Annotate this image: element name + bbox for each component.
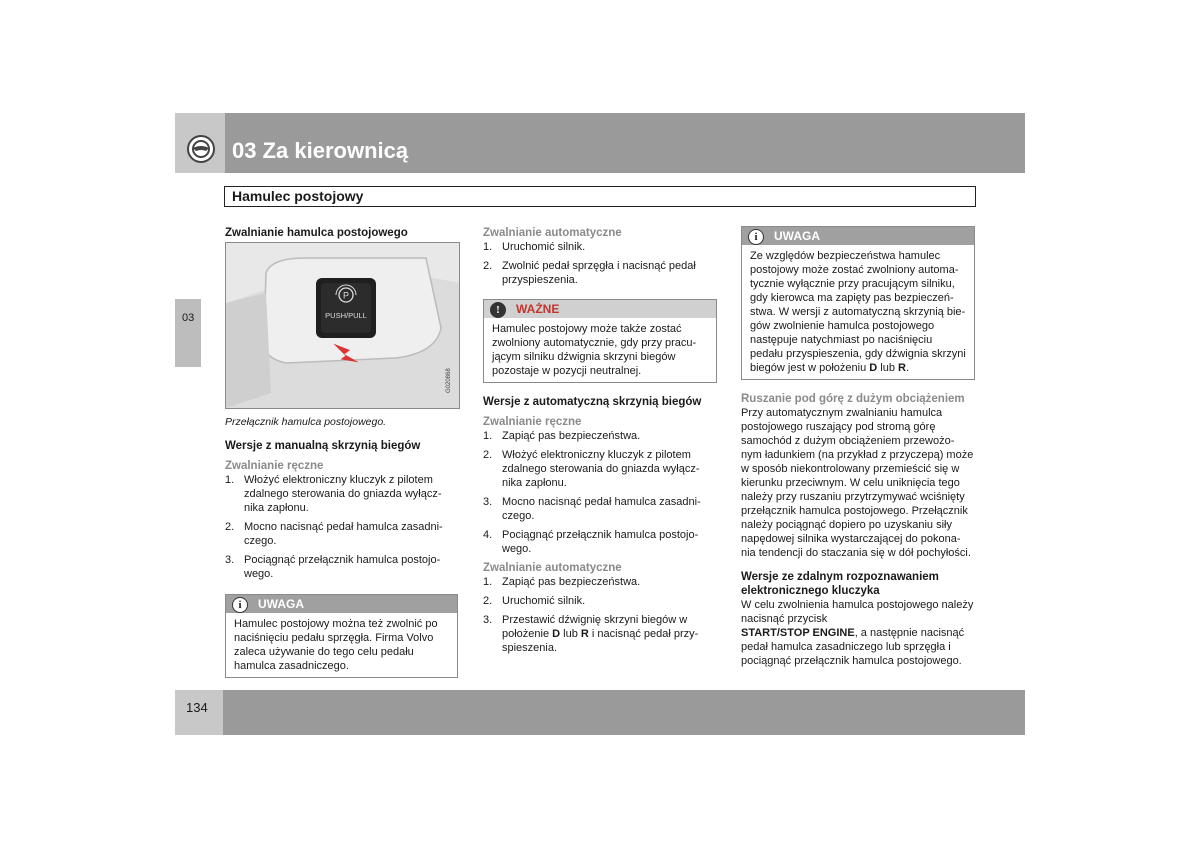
list-item: 4. Pociągnąć przełącznik hamulca postojo-wego. bbox=[483, 529, 699, 555]
list-item: 3. Przestawić dźwignię skrzyni biegów w położenie D lub R i nacisnąć pedał przy-spieszenia. bbox=[483, 614, 699, 654]
heading-automatic-gearbox: Wersje z automatyczną skrzynią biegów bbox=[483, 396, 702, 408]
list-item: 2. Włożyć elektroniczny kluczyk z pilotem zdalnego sterowania do gniazda wyłącz-nika zapłonu. bbox=[483, 449, 700, 489]
warning-box bbox=[483, 299, 717, 383]
subheading-manual-release: Zwalnianie ręczne bbox=[225, 460, 324, 472]
note-box bbox=[741, 226, 975, 380]
column-3 bbox=[741, 226, 975, 668]
footer-bar bbox=[223, 690, 1025, 735]
list-item: 2. Mocno nacisnąć pedał hamulca zasadni-czego. bbox=[225, 521, 443, 547]
paragraph-keyless: W celu zwolnienia hamulca postojowego należy nacisnąć przycisk START/STOP ENGINE, a następnie nacisnąć pedał hamulca zasadniczego lub sprzęgła i pociągnąć przełącznik hamulca postojowego. bbox=[741, 599, 974, 667]
image-code: G020868 bbox=[446, 368, 452, 393]
subheading-hill-start: Ruszanie pod górę z dużym obciążeniem bbox=[741, 393, 965, 405]
svg-text:P: P bbox=[342, 290, 350, 301]
info-icon: i bbox=[232, 597, 248, 613]
subheading-auto-release: Zwalnianie automatyczne bbox=[483, 227, 622, 239]
section-title: Hamulec postojowy bbox=[232, 188, 364, 204]
heading-manual-gearbox: Wersje z manualną skrzynią biegów bbox=[225, 440, 421, 452]
subheading-manual-release-auto: Zwalnianie ręczne bbox=[483, 416, 582, 428]
push-pull-label: PUSH/PULL bbox=[325, 311, 367, 320]
side-chapter-tab bbox=[175, 299, 201, 367]
warning-title: WAŻNE bbox=[516, 302, 560, 316]
manual-release-steps bbox=[225, 473, 458, 581]
parking-brake-illustration bbox=[226, 243, 459, 408]
photo-caption: Przełącznik hamulca postojowego. bbox=[225, 416, 387, 428]
auto-gearbox-auto-steps bbox=[483, 575, 717, 655]
list-item: 2. Uruchomić silnik. bbox=[483, 595, 586, 607]
list-item: 1. Uruchomić silnik. bbox=[483, 241, 586, 253]
column-2 bbox=[483, 226, 717, 660]
auto-release-steps bbox=[483, 240, 717, 287]
list-item: 3. Pociągnąć przełącznik hamulca postojo-wego. bbox=[225, 554, 441, 580]
list-item: 1. Zapiąć pas bezpieczeństwa. bbox=[483, 576, 641, 588]
paragraph-hill-start: Przy automatycznym zwalnianiu hamulca postojowego ruszający pod stromą górę samochód z dużym obciążeniem przewożo-nym ładunkiem (na przykład z przyczepą) może w sposób niekontrolowany przemieścić się w kierunku przeciwnym. W celu uniknięcia tego należy przy ruszaniu przytrzymywać wciśnięty przełącznik hamulca postojowego. Przełącznik należy pociągnąć dopiero po uzyskaniu siły napędowej silnika wystarczającej do pokona-nia tendencji do staczania się w dół pochyłości. bbox=[741, 407, 974, 559]
subheading-auto-release-2: Zwalnianie automatyczne bbox=[483, 562, 622, 574]
column-1 bbox=[225, 226, 458, 678]
warning-body: Hamulec postojowy może także zostać zwolniony automatycznie, gdy przy pracu-jącym silniku dźwignia skrzyni biegów pozostaje w pozycji neutralnej. bbox=[492, 323, 697, 377]
heading-keyless-versions: Wersje ze zdalnym rozpoznawaniem elektronicznego kluczyka bbox=[741, 571, 939, 597]
warning-icon: ! bbox=[490, 302, 506, 318]
steering-wheel-icon bbox=[186, 134, 216, 164]
note-title: UWAGA bbox=[774, 229, 820, 243]
note-box bbox=[225, 594, 458, 678]
side-chapter-tab-label: 03 bbox=[182, 312, 195, 324]
info-icon: i bbox=[748, 229, 764, 245]
list-item: 3. Mocno nacisnąć pedał hamulca zasadni-czego. bbox=[483, 496, 701, 522]
page-number: 134 bbox=[186, 700, 208, 715]
list-item: 2. Zwolnić pedał sprzęgła i nacisnąć pedał przyspieszenia. bbox=[483, 260, 696, 286]
note-title: UWAGA bbox=[258, 597, 304, 611]
note-body: Hamulec postojowy można też zwolnić po naciśnięciu pedału sprzęgła. Firma Volvo zaleca używanie do tego celu pedału hamulca zasadniczego. bbox=[234, 618, 438, 672]
auto-gearbox-manual-steps bbox=[483, 429, 717, 556]
parking-brake-switch-photo bbox=[225, 242, 460, 409]
note-body: Ze względów bezpieczeństwa hamulec postojowy może zostać zwolniony automa-tycznie wyłącznie przy pracującym silniku, gdy kierowca ma zapięty pas bezpieczeń-stwa. W wersji z automatyczną skrzynią bie-gów zwolnienie hamulca postojowego następuje natychmiast po naciśnięciu pedału przyspieszenia, gdy dźwignia skrzyni biegów jest w położeniu D lub R. bbox=[750, 250, 966, 374]
heading-release-parking-brake: Zwalnianie hamulca postojowego bbox=[225, 227, 408, 239]
list-item: 1. Zapiąć pas bezpieczeństwa. bbox=[483, 430, 641, 442]
chapter-title: 03 Za kierownicą bbox=[232, 138, 409, 163]
list-item: 1. Włożyć elektroniczny kluczyk z pilotem zdalnego sterowania do gniazda wyłącz-nika zapłonu. bbox=[225, 474, 442, 514]
